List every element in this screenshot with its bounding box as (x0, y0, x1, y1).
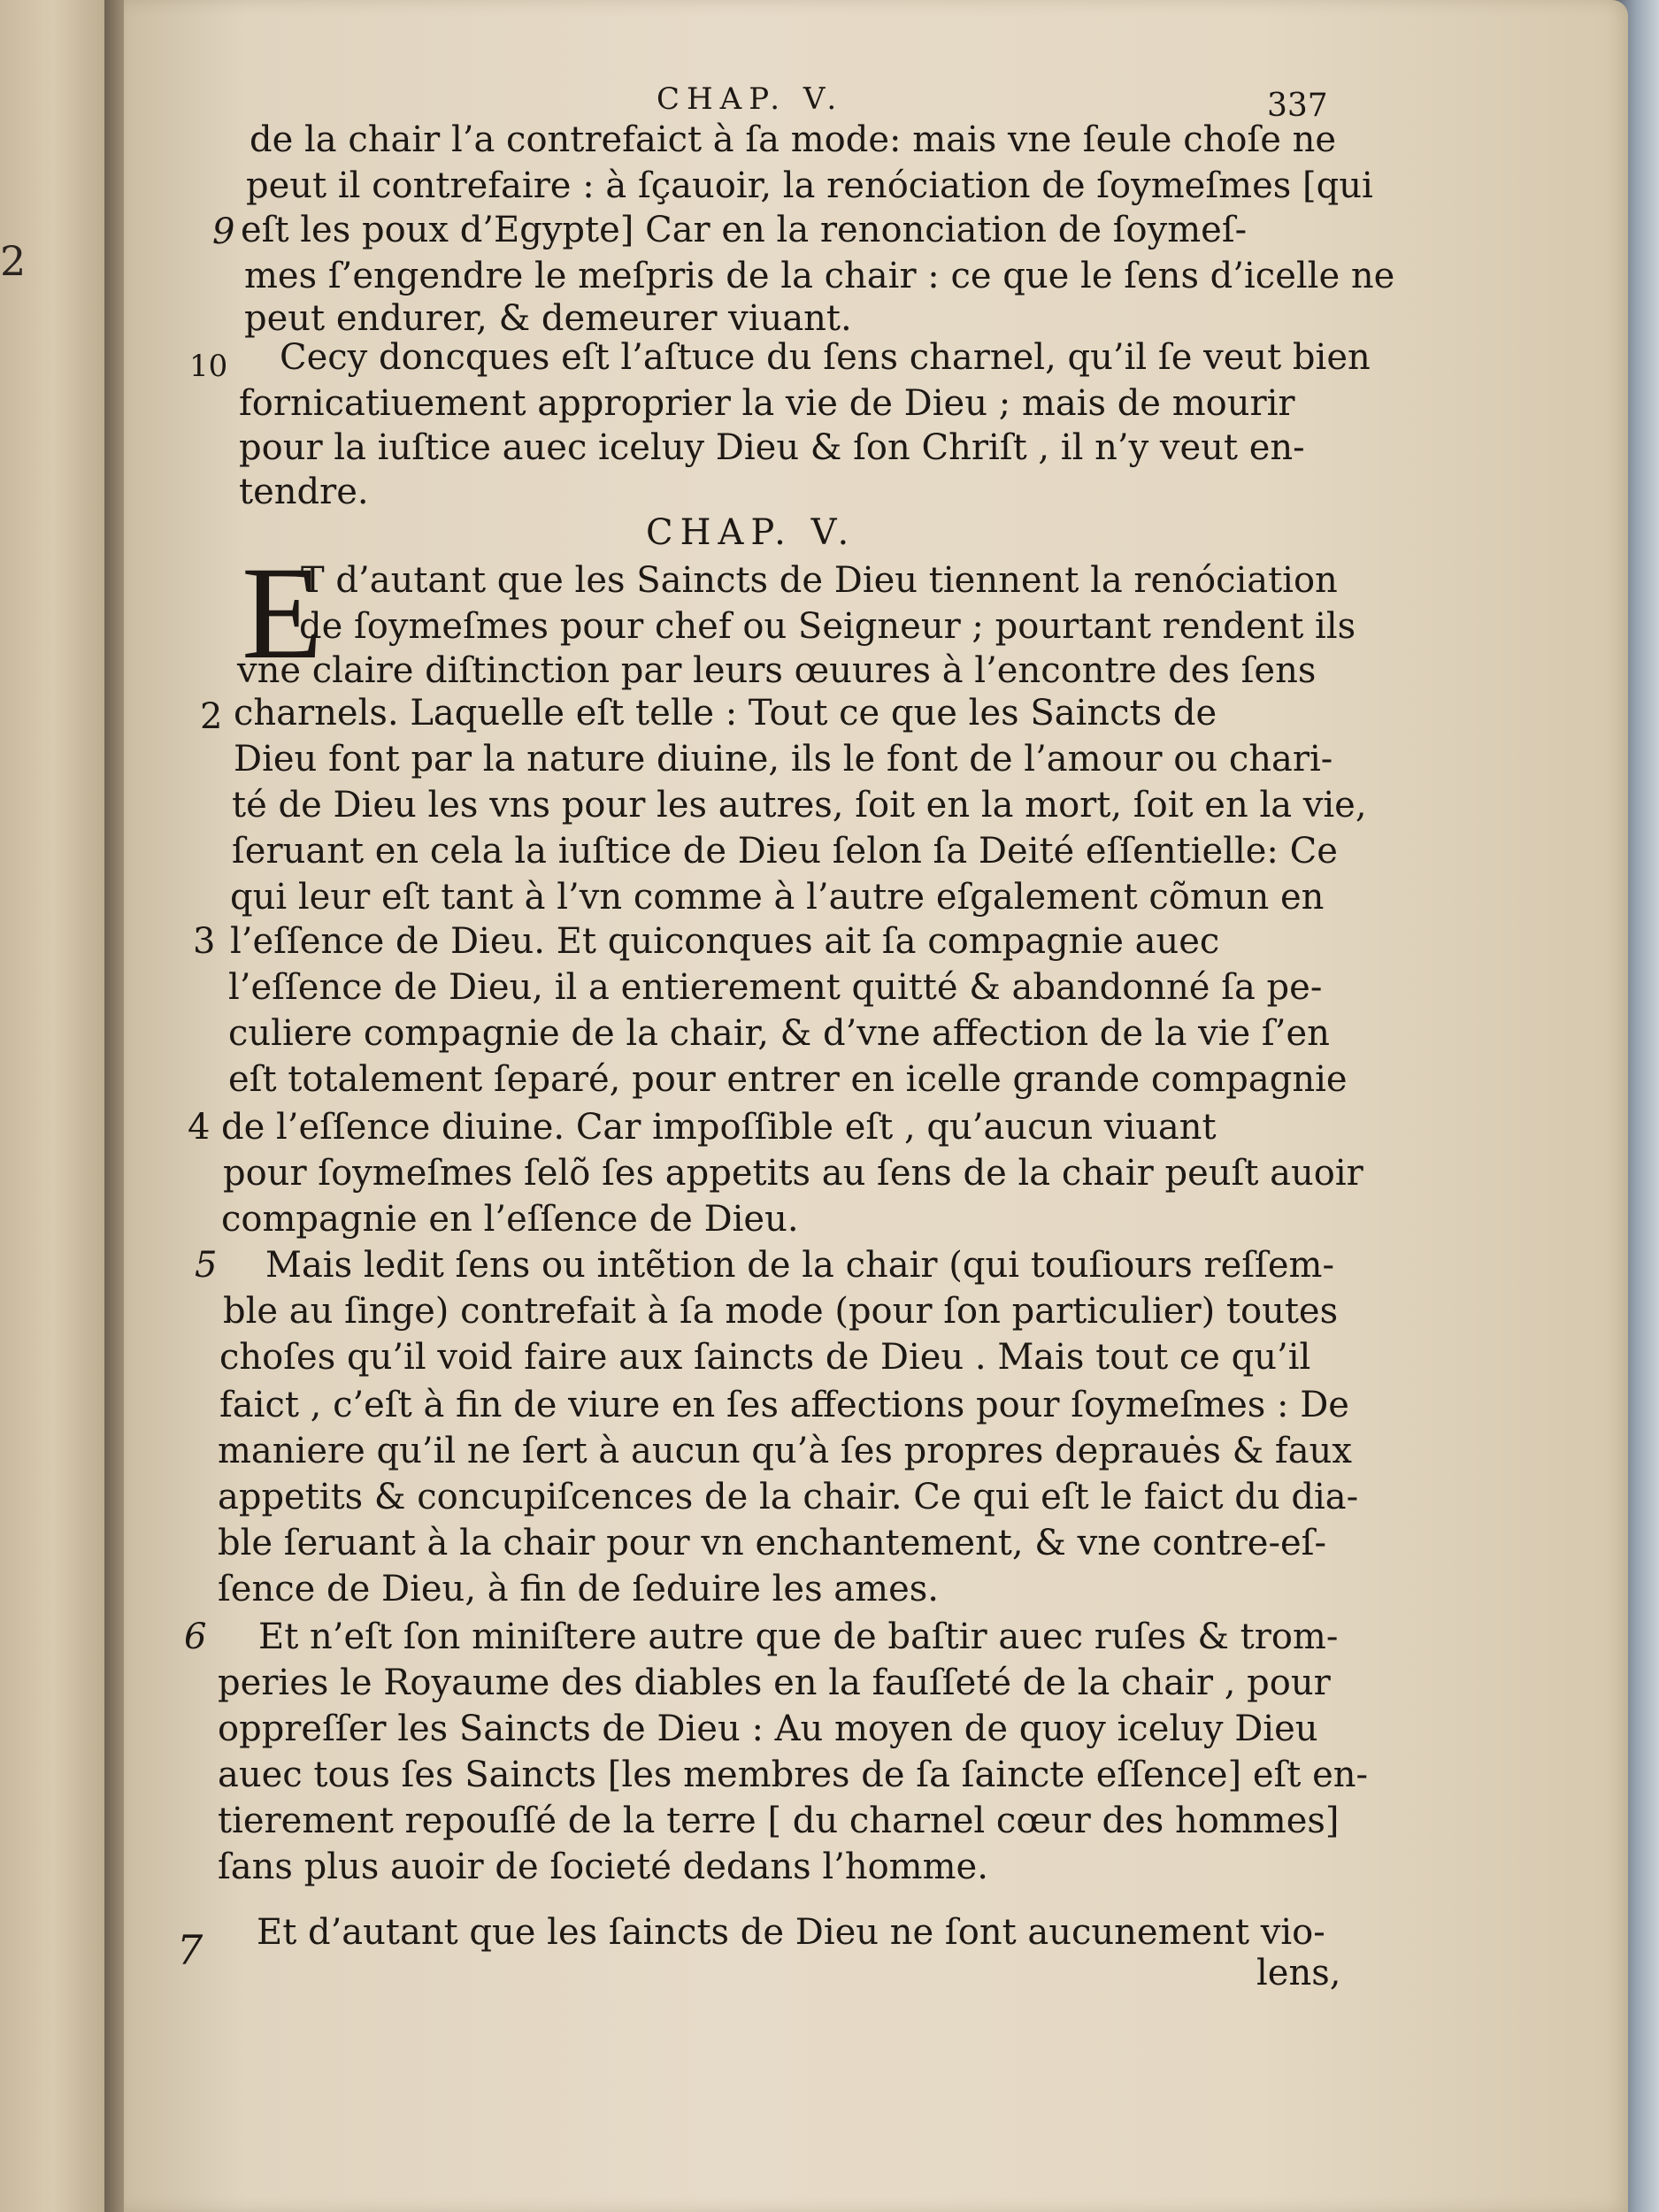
text-line: de l’eſſence diuine. Car impoſſible eſt , qu’aucun viuant (221, 1107, 1217, 1148)
text-line: de ſoymeſmes pour chef ou Seigneur ; pourtant rendent ils (299, 606, 1356, 647)
text-line: de la chair l’a contrefaict à ſa mode: mais vne ſeule choſe ne (250, 119, 1337, 160)
left-page-margin-mark: 2 (0, 237, 27, 285)
text-line: oppreſſer les Saincts de Dieu : Au moyen de quoy iceluy Dieu (218, 1709, 1318, 1749)
text-line: pour la iuſtice auec iceluy Dieu & ſon Chriſt , il n’y veut en- (239, 427, 1305, 468)
text-line: faict , c’eſt à fin de viure en ſes affections pour ſoymeſmes : De (219, 1385, 1349, 1425)
text-line: vne claire diſtinction par leurs œuures à l’encontre des ſens (237, 650, 1317, 691)
text-line: Cecy doncques eſt l’aſtuce du ſens charnel, qu’il ſe veut bien (280, 337, 1371, 378)
margin-verse-number: 6 (184, 1617, 207, 1657)
text-line: lens, (1256, 1953, 1341, 1993)
text-line: té de Dieu les vns pour les autres, ſoit en la mort, ſoit en la vie, (232, 785, 1367, 826)
text-line: T d’autant que les Saincts de Dieu tiennent la renóciation (301, 560, 1338, 601)
text-line: culiere compagnie de la chair, & d’vne affection de la vie ſ’en (228, 1013, 1330, 1054)
text-line: maniere qu’il ne ſert à aucun qu’à ſes propres deprauės & faux (218, 1431, 1352, 1471)
text-line: qui leur eſt tant à l’vn comme à l’autre eſgalement cõmun en (230, 877, 1325, 918)
text-line: pour ſoymeſmes ſelõ ſes appetits au ſens de la chair peuſt auoir (223, 1153, 1363, 1194)
text-line: choſes qu’il void faire aux ſaincts de Dieu . Mais tout ce qu’il (219, 1337, 1311, 1378)
text-line: appetits & concupiſcences de la chair. Ce qui eſt le faict du dia- (218, 1477, 1359, 1517)
text-line: l’eſſence de Dieu, il a entierement quitté & abandonné ſa pe- (228, 967, 1323, 1008)
text-line: compagnie en l’eſſence de Dieu. (221, 1199, 799, 1240)
text-line: charnels. Laquelle eſt telle : Tout ce que les Saincts de (234, 693, 1217, 733)
text-line: ble au ſinge) contrefait à ſa mode (pour ſon particulier) toutes (223, 1291, 1339, 1332)
page-number: 337 (1267, 88, 1328, 124)
text-line: tendre. (239, 472, 369, 512)
text-line: l’eſſence de Dieu. Et quiconques ait ſa compagnie auec (230, 921, 1220, 962)
text-line: fornicatiuement approprier la vie de Dieu ; mais de mourir (239, 383, 1295, 424)
margin-verse-number: 9 (212, 211, 235, 252)
margin-verse-number: 10 (189, 349, 228, 384)
text-line: peries le Royaume des diables en la fauſſeté de la chair , pour (218, 1663, 1331, 1703)
margin-verse-number: 4 (188, 1107, 211, 1148)
text-line: peut endurer, & demeurer viuant. (244, 298, 852, 339)
chapter-heading: CHAP. V. (646, 512, 856, 553)
text-line: ble ſeruant à la chair pour vn enchantement, & vne contre-eſ- (218, 1523, 1326, 1563)
drop-cap: E (242, 540, 323, 687)
text-line: mes ſ’engendre le meſpris de la chair : ce que le ſens d’icelle ne (244, 256, 1395, 296)
text-line: ſans plus auoir de ſocieté dedans l’homme. (218, 1847, 988, 1887)
margin-verse-number: 5 (195, 1245, 218, 1286)
text-line: tierement repouſſé de la terre [ du charnel cœur des hommes] (218, 1801, 1340, 1841)
text-line: Et n’eſt ſon miniſtere autre que de baſtir auec ruſes & trom- (258, 1617, 1339, 1657)
margin-verse-number: 3 (193, 921, 216, 962)
text-line: Et d’autant que les ſaincts de Dieu ne ſont aucunement vio- (257, 1912, 1325, 1953)
text-line: peut il contrefaire : à ſçauoir, la renóciation de ſoymeſmes [qui (246, 165, 1373, 206)
text-line: Mais ledit ſens ou intẽtion de la chair (qui touſiours reſſem- (265, 1245, 1334, 1286)
text-line: eſt totalement ſeparé, pour entrer en icelle grande compagnie (228, 1059, 1348, 1100)
running-head-title: CHAP. V. (657, 81, 844, 117)
margin-verse-number: 7 (177, 1926, 204, 1974)
text-line: ſence de Dieu, à fin de ſeduire les ames. (218, 1569, 939, 1609)
text-line: ſeruant en cela la iuſtice de Dieu ſelon ſa Deité eſſentielle: Ce (232, 831, 1338, 872)
text-line: Dieu font par la nature diuine, ils le font de l’amour ou chari- (234, 739, 1333, 780)
text-line: auec tous ſes Saincts [les membres de ſa ſaincte eſſence] eſt en- (218, 1755, 1369, 1795)
text-line: eſt les poux d’Egypte] Car en la renonciation de ſoymeſ- (241, 210, 1248, 250)
margin-verse-number: 2 (200, 696, 223, 737)
